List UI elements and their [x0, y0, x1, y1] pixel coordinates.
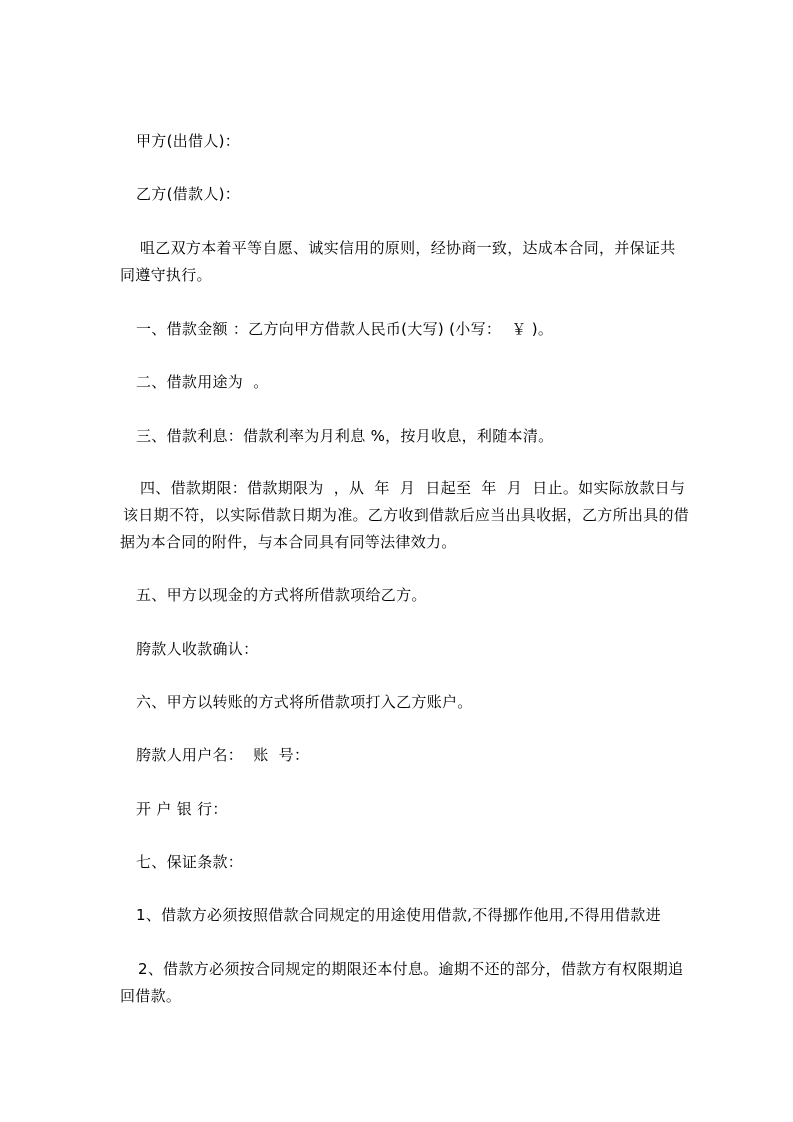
clause-1: 一、借款金额 ：乙方向甲方借款人民币(大写) (小写： ￥ )。 [136, 320, 554, 338]
guarantee-item-2-line-2: 回借款。 [120, 987, 182, 1005]
preamble-line-2: 同遵守执行。 [120, 266, 212, 284]
party-a-line: 甲方(出借人)： [136, 132, 241, 150]
clause-7: 七、保证条款： [136, 853, 244, 871]
account-line: 胯款人用户名： 账 号： [136, 746, 310, 764]
guarantee-item-2-line-1: 2、借款方必须按合同规定的期限还本付息。逾期不还的部分，借款方有权限期追 [138, 960, 684, 978]
clause-4-line-1: 四、借款期限：借款期限为 ，从 年 月 日起至 年 月 日止。如实际放款日与 [140, 479, 686, 497]
clause-4-line-2: 该日期不符，以实际借款日期为准。乙方收到借款后应当出具收据，乙方所出具的借 [123, 506, 690, 524]
preamble-line-1: 咀乙双方本着平等自愿、诚实信用的原则，经协商一致，达成本合同，并保证共 [140, 239, 676, 257]
clause-5: 五、甲方以现金的方式将所借款项给乙方。 [136, 586, 427, 604]
clause-4-line-3: 据为本合同的附件，与本合同具有同等法律效力。 [120, 533, 457, 551]
guarantee-item-1: 1、借款方必须按照借款合同规定的用途使用借款,不得挪作他用,不得用借款进 [136, 906, 661, 924]
clause-6: 六、甲方以转账的方式将所借款项打入乙方账户。 [136, 693, 473, 711]
receipt-confirmation: 胯款人收款确认： [136, 640, 259, 658]
party-b-line: 乙方(借款人)： [136, 185, 241, 203]
bank-line: 开 户 银 行： [136, 800, 228, 818]
clause-2: 二、借款用途为 。 [136, 373, 269, 391]
clause-3: 三、借款利息：借款利率为月利息 %，按月收息，利随本清。 [136, 427, 554, 445]
